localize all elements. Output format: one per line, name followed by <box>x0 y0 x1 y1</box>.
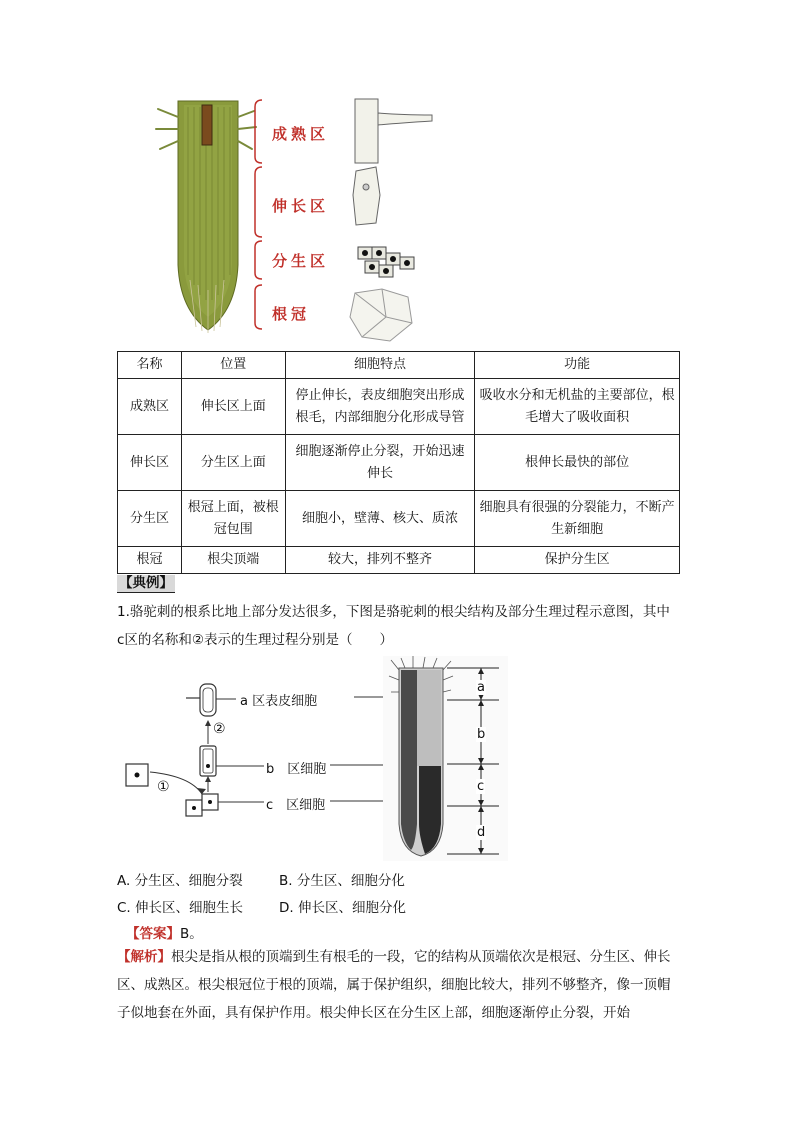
root-zone-table <box>117 351 680 574</box>
table-cell: 保护分生区 <box>475 547 680 574</box>
zone-letter-a: a <box>477 680 485 695</box>
analysis-text: 根尖是指从根的顶端到生有根毛的一段，它的结构从顶端依次是根冠、分生区、伸长区、成熟区。根尖根冠位于根的顶端，属于保护组织，细胞比较大，排列不够整齐，像一顶帽子似地套在外面，具有保护作用。根尖伸长区在分生区上部，细胞逐渐停止分裂，开始 <box>117 949 671 1021</box>
table-cell: 细胞逐渐停止分裂，开始迅速伸长 <box>285 435 475 491</box>
table-cell: 伸长区 <box>118 435 182 491</box>
root-photo-figure <box>383 656 508 861</box>
answer-value: B。 <box>180 926 203 942</box>
table-cell: 分生区上面 <box>181 435 285 491</box>
zone-label-rootcap: 根冠 <box>272 305 311 323</box>
option-b: B. 分生区、细胞分化 <box>279 873 405 889</box>
label-a-cell: a 区表皮细胞 <box>240 694 318 709</box>
question-text: 1.骆驼刺的根系比地上部分发达很多，下图是骆驼刺的根尖结构及部分生理过程示意图，其中 c区的名称和②表示的生理过程分别是（ ） <box>117 604 670 648</box>
table-cell: 停止伸长，表皮细胞突出形成根毛，内部细胞分化形成导管 <box>285 379 475 435</box>
table-header: 细胞特点 <box>285 352 475 379</box>
zone-label-elongation: 伸长区 <box>272 197 330 215</box>
table-cell: 伸长区上面 <box>181 379 285 435</box>
leader-lines <box>330 690 390 820</box>
analysis-paragraph <box>117 943 680 1027</box>
label-b-cell: b 区细胞 <box>266 762 327 777</box>
zone-label-mature: 成熟区 <box>272 125 330 143</box>
table-cell: 较大，排列不整齐 <box>285 547 475 574</box>
option-a: A. 分生区、细胞分裂 <box>117 873 243 889</box>
table-cell: 根冠上面，被根冠包围 <box>181 491 285 547</box>
table-cell: 根冠 <box>118 547 182 574</box>
answer-line <box>126 922 203 942</box>
analysis-tag: 【解析】 <box>117 949 171 965</box>
table-header-row <box>118 352 680 379</box>
option-d: D. 伸长区、细胞分化 <box>279 900 406 916</box>
zone-letter-d: d <box>477 825 486 840</box>
zone-letter-b: b <box>477 727 486 742</box>
zone-label-meristem: 分生区 <box>272 252 330 270</box>
zone-letter-c: c <box>477 779 485 794</box>
table-row <box>118 435 680 491</box>
table-cell: 细胞小，壁薄、核大、质浓 <box>285 491 475 547</box>
table-cell: 根伸长最快的部位 <box>475 435 680 491</box>
table-cell: 吸收水分和无机盐的主要部位，根毛增大了吸收面积 <box>475 379 680 435</box>
step2-label: ② <box>213 721 226 737</box>
step1-label: ① <box>157 779 170 795</box>
table-cell: 分生区 <box>118 491 182 547</box>
table-row <box>118 547 680 574</box>
table-header: 名称 <box>118 352 182 379</box>
table-header: 功能 <box>475 352 680 379</box>
label-c-cell: c 区细胞 <box>266 798 326 813</box>
answer-tag: 【答案】 <box>126 926 180 942</box>
option-c: C. 伸长区、细胞生长 <box>117 900 244 916</box>
table-cell: 细胞具有很强的分裂能力，不断产生新细胞 <box>475 491 680 547</box>
example-tag: 【典例】 <box>119 575 173 591</box>
table-header: 位置 <box>181 352 285 379</box>
table-cell: 根尖顶端 <box>181 547 285 574</box>
table-row <box>118 491 680 547</box>
table-row <box>118 379 680 435</box>
table-cell: 成熟区 <box>118 379 182 435</box>
